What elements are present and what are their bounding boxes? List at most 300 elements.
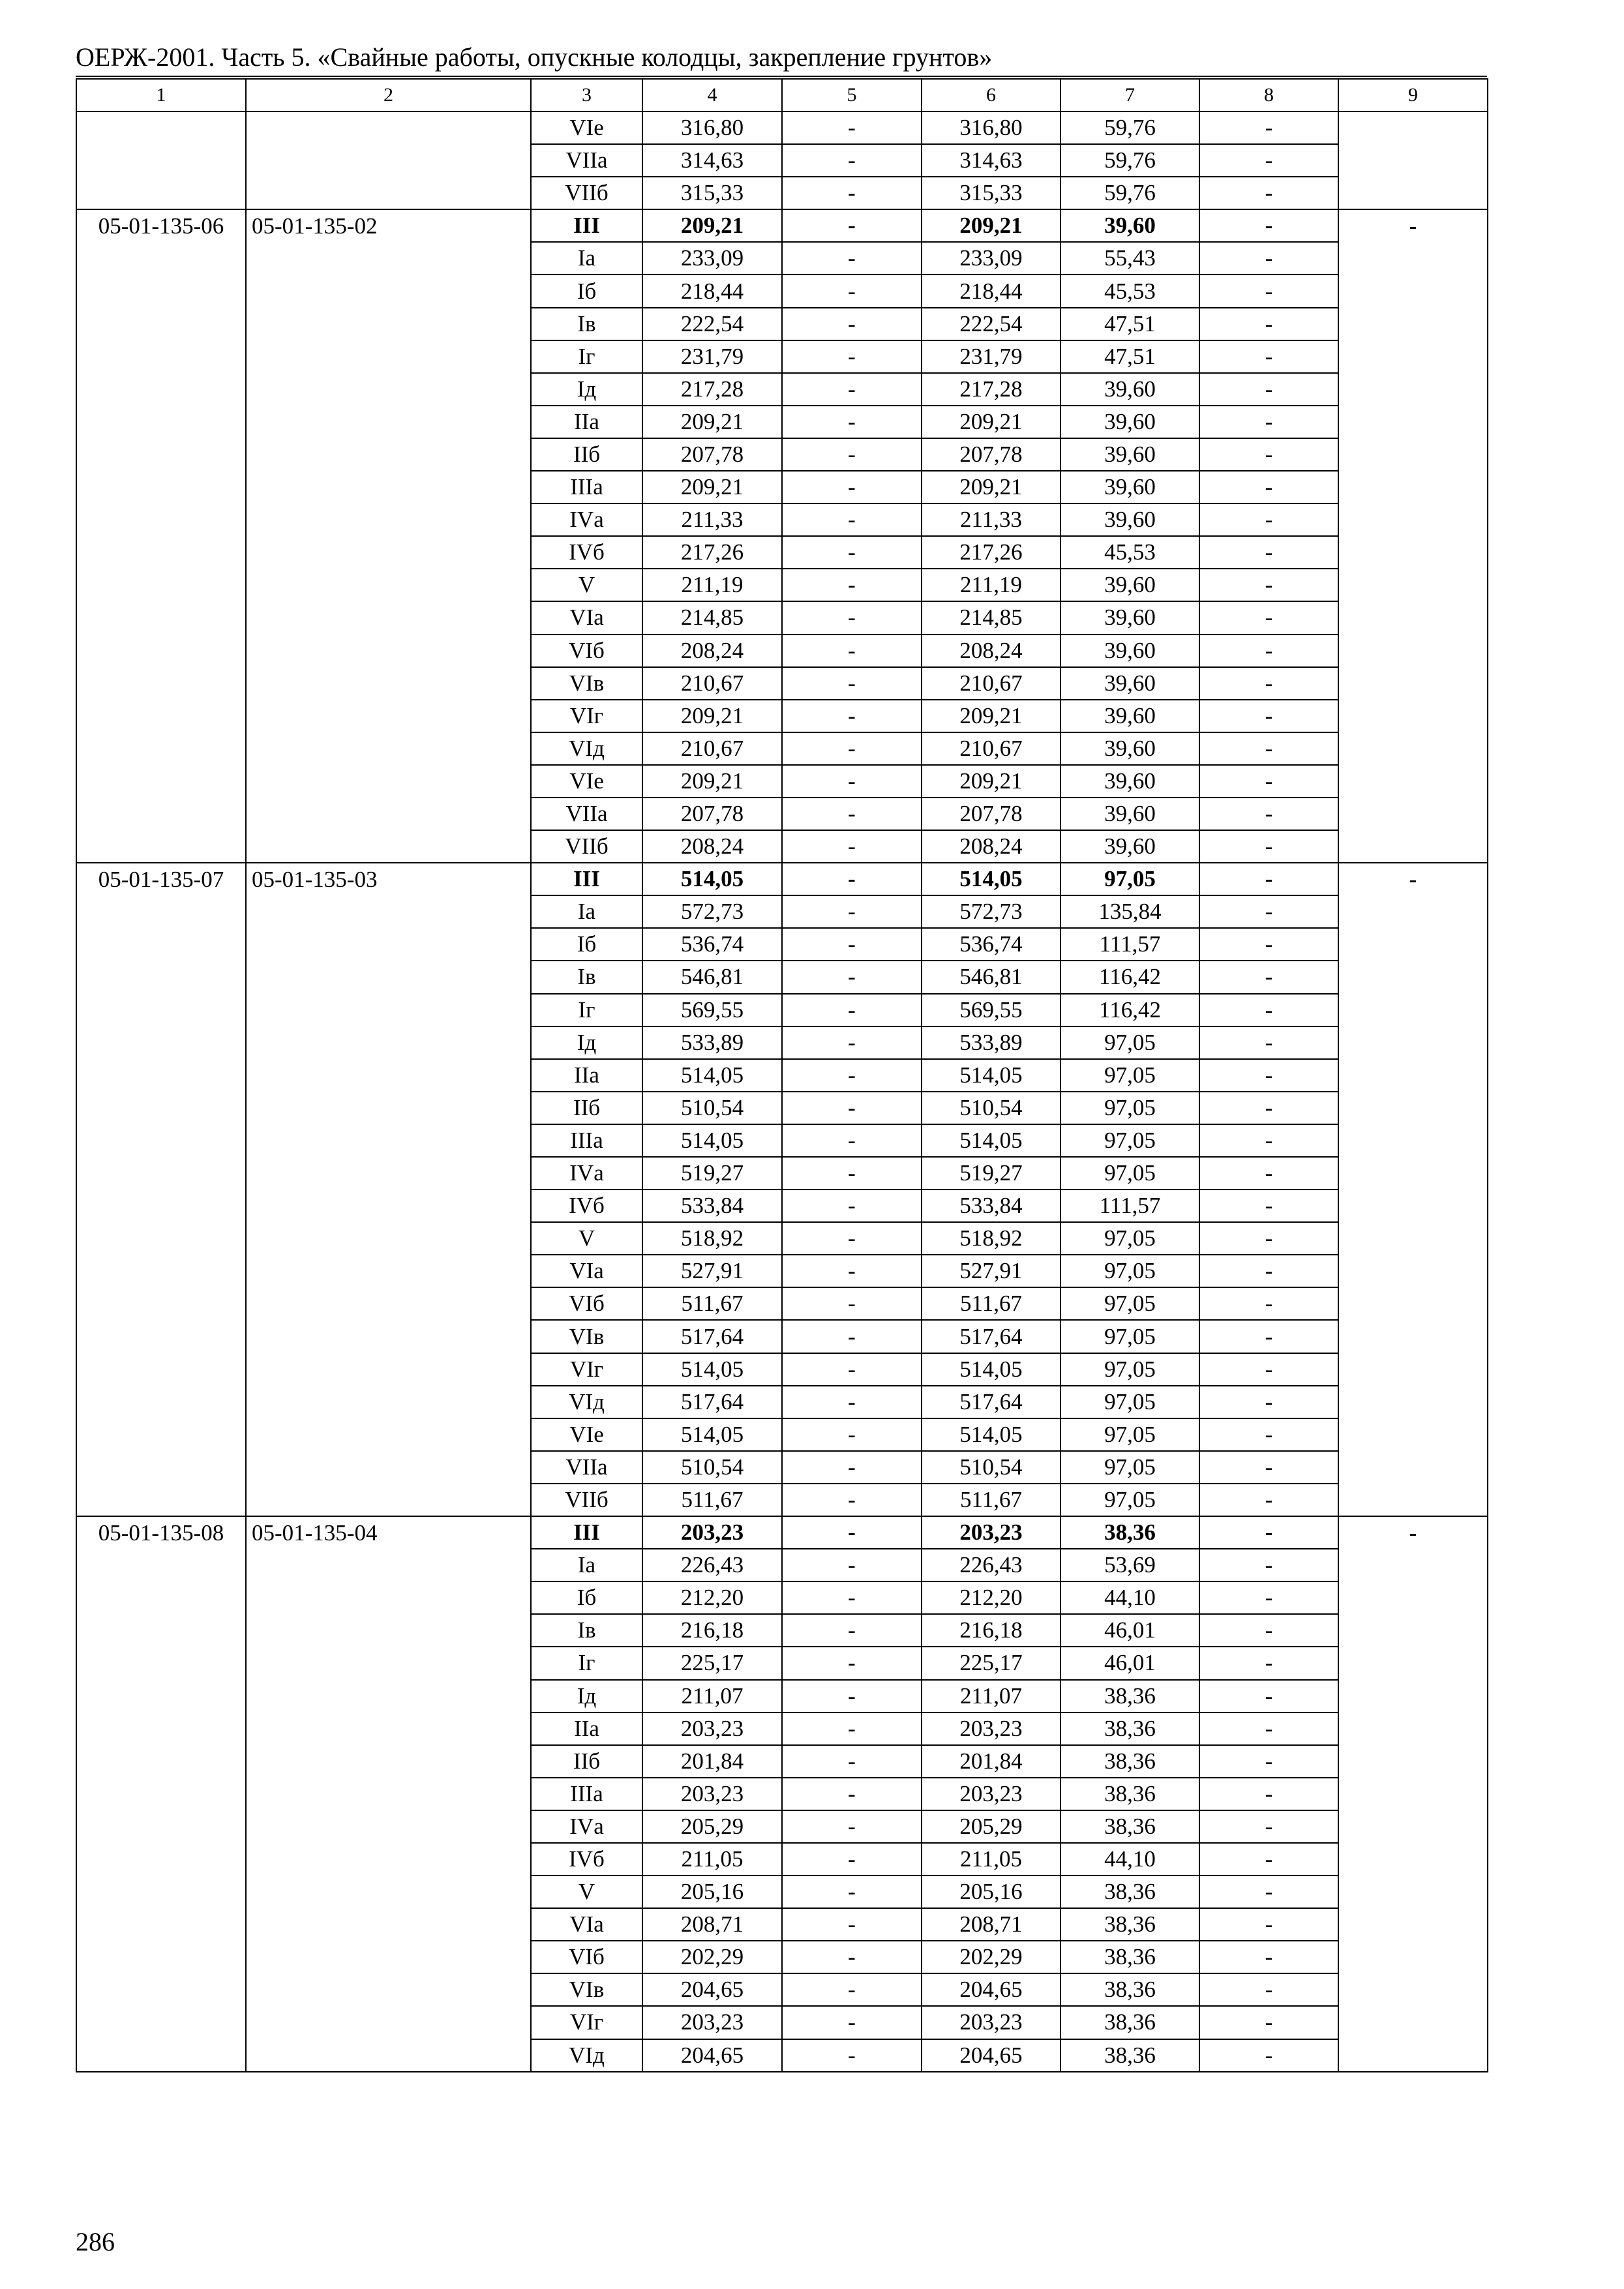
- operator-wages-cell: 97,05: [1060, 1484, 1199, 1516]
- machine-cost-cell: 536,74: [922, 928, 1060, 961]
- cost-total-cell: 536,74: [642, 928, 782, 961]
- zone-code-cell: VIа: [531, 601, 642, 634]
- materials-cost-cell: -: [1199, 209, 1338, 242]
- header-rule: [76, 76, 1487, 77]
- cost-total-cell: 514,05: [642, 1124, 782, 1157]
- operator-wages-cell: 97,05: [1060, 1255, 1199, 1287]
- wages-cell: -: [782, 1973, 922, 2006]
- cost-total-cell: 208,24: [642, 635, 782, 667]
- operator-wages-cell: 38,36: [1060, 2006, 1199, 2039]
- zone-code-cell: IIб: [531, 438, 642, 471]
- materials-cost-cell: -: [1199, 1353, 1338, 1386]
- cost-total-cell: 511,67: [642, 1484, 782, 1516]
- cost-total-cell: 205,16: [642, 1876, 782, 1908]
- zone-code-cell: VIе: [531, 112, 642, 144]
- machine-cost-cell: 231,79: [922, 340, 1060, 373]
- machine-cost-cell: 209,21: [922, 700, 1060, 732]
- zone-code-cell: VIд: [531, 1386, 642, 1418]
- machine-cost-cell: 233,09: [922, 242, 1060, 275]
- cost-total-cell: 218,44: [642, 275, 782, 307]
- column-number-row: [76, 79, 1488, 112]
- materials-cost-cell: -: [1199, 601, 1338, 634]
- machine-cost-cell: 511,67: [922, 1484, 1060, 1516]
- zone-code-cell: III: [531, 209, 642, 242]
- column-number: 2: [246, 79, 531, 112]
- operator-wages-cell: 116,42: [1060, 961, 1199, 993]
- wages-cell: -: [782, 242, 922, 275]
- wages-cell: -: [782, 1418, 922, 1451]
- col9-cell-empty: [1338, 112, 1488, 209]
- materials-cost-cell: -: [1199, 667, 1338, 700]
- column-number: 9: [1338, 79, 1488, 112]
- wages-cell: -: [782, 830, 922, 863]
- cost-total-cell: 517,64: [642, 1386, 782, 1418]
- operator-wages-cell: 47,51: [1060, 340, 1199, 373]
- rate-code: 05-01-135-06: [98, 213, 224, 239]
- wages-cell: -: [782, 275, 922, 307]
- operator-wages-cell: 39,60: [1060, 732, 1199, 765]
- rate-code-cell: [76, 863, 246, 1516]
- zone-code-cell: Iв: [531, 1614, 642, 1647]
- cost-total-cell: 217,28: [642, 373, 782, 406]
- cost-total-cell: 222,54: [642, 308, 782, 340]
- wages-cell: -: [782, 1778, 922, 1810]
- materials-cost-cell: -: [1199, 928, 1338, 961]
- wages-cell: -: [782, 667, 922, 700]
- cost-total-cell: 203,23: [642, 1778, 782, 1810]
- machine-cost-cell: 202,29: [922, 1941, 1060, 1973]
- machine-cost-cell: 211,07: [922, 1680, 1060, 1713]
- materials-cost-cell: -: [1199, 863, 1338, 895]
- materials-cost-cell: -: [1199, 1843, 1338, 1876]
- machine-cost-cell: 514,05: [922, 1418, 1060, 1451]
- col9-cell: [1338, 1516, 1488, 2072]
- machine-cost-cell: 209,21: [922, 471, 1060, 503]
- materials-cost-cell: -: [1199, 340, 1338, 373]
- materials-cost-cell: -: [1199, 177, 1338, 209]
- table-row: [76, 112, 1488, 144]
- cost-total-cell: 210,67: [642, 732, 782, 765]
- column-number: 3: [531, 79, 642, 112]
- wages-cell: -: [782, 1516, 922, 1549]
- wages-cell: -: [782, 1353, 922, 1386]
- materials-cost-cell: -: [1199, 242, 1338, 275]
- col9-value: -: [1409, 213, 1417, 239]
- wages-cell: -: [782, 1745, 922, 1778]
- machine-cost-cell: 225,17: [922, 1647, 1060, 1679]
- materials-cost-cell: -: [1199, 1026, 1338, 1059]
- wages-cell: -: [782, 1255, 922, 1287]
- operator-wages-cell: 97,05: [1060, 1026, 1199, 1059]
- cost-total-cell: 517,64: [642, 1320, 782, 1353]
- table-row: [76, 1516, 1488, 1549]
- zone-code-cell: IVа: [531, 503, 642, 536]
- materials-cost-cell: -: [1199, 2006, 1338, 2039]
- code-cell-empty: [76, 112, 246, 209]
- zone-code-cell: V: [531, 569, 642, 601]
- materials-cost-cell: -: [1199, 1484, 1338, 1516]
- machine-cost-cell: 518,92: [922, 1222, 1060, 1255]
- machine-cost-cell: 207,78: [922, 798, 1060, 830]
- column-number: 4: [642, 79, 782, 112]
- wages-cell: -: [782, 1713, 922, 1745]
- machine-cost-cell: 201,84: [922, 1745, 1060, 1778]
- wages-cell: -: [782, 1189, 922, 1222]
- materials-cost-cell: -: [1199, 1189, 1338, 1222]
- operator-wages-cell: 97,05: [1060, 1451, 1199, 1484]
- zone-code-cell: IVб: [531, 536, 642, 569]
- operator-wages-cell: 97,05: [1060, 1320, 1199, 1353]
- column-number: 6: [922, 79, 1060, 112]
- cost-total-cell: 511,67: [642, 1287, 782, 1320]
- zone-code-cell: VIб: [531, 1941, 642, 1973]
- zone-code-cell: Iа: [531, 895, 642, 928]
- machine-cost-cell: 514,05: [922, 1353, 1060, 1386]
- cost-total-cell: 207,78: [642, 438, 782, 471]
- page-header-title: ОЕРЖ-2001. Часть 5. «Свайные работы, опускные колодцы, закрепление грунтов»: [76, 42, 993, 72]
- wages-cell: -: [782, 112, 922, 144]
- materials-cost-cell: -: [1199, 830, 1338, 863]
- materials-cost-cell: -: [1199, 1451, 1338, 1484]
- machine-cost-cell: 226,43: [922, 1549, 1060, 1581]
- materials-cost-cell: -: [1199, 1941, 1338, 1973]
- machine-cost-cell: 519,27: [922, 1157, 1060, 1189]
- operator-wages-cell: 39,60: [1060, 635, 1199, 667]
- base-rate-code-cell: [246, 863, 531, 1516]
- cost-total-cell: 209,21: [642, 471, 782, 503]
- operator-wages-cell: 38,36: [1060, 1778, 1199, 1810]
- machine-cost-cell: 208,71: [922, 1908, 1060, 1941]
- operator-wages-cell: 38,36: [1060, 1810, 1199, 1843]
- operator-wages-cell: 97,05: [1060, 1353, 1199, 1386]
- machine-cost-cell: 569,55: [922, 994, 1060, 1026]
- cost-total-cell: 510,54: [642, 1092, 782, 1124]
- base-rate-code-cell: [246, 209, 531, 863]
- wages-cell: -: [782, 700, 922, 732]
- machine-cost-cell: 217,28: [922, 373, 1060, 406]
- zone-code-cell: V: [531, 1876, 642, 1908]
- table-row: [76, 863, 1488, 895]
- cost-total-cell: 203,23: [642, 2006, 782, 2039]
- machine-cost-cell: 316,80: [922, 112, 1060, 144]
- materials-cost-cell: -: [1199, 406, 1338, 438]
- operator-wages-cell: 39,60: [1060, 601, 1199, 634]
- zone-code-cell: VIIа: [531, 144, 642, 177]
- zone-code-cell: Iд: [531, 373, 642, 406]
- zone-code-cell: VIг: [531, 700, 642, 732]
- machine-cost-cell: 314,63: [922, 144, 1060, 177]
- materials-cost-cell: -: [1199, 569, 1338, 601]
- wages-cell: -: [782, 1451, 922, 1484]
- materials-cost-cell: -: [1199, 112, 1338, 144]
- operator-wages-cell: 45,53: [1060, 536, 1199, 569]
- wages-cell: -: [782, 1092, 922, 1124]
- machine-cost-cell: 205,16: [922, 1876, 1060, 1908]
- wages-cell: -: [782, 1320, 922, 1353]
- zone-code-cell: VIб: [531, 1287, 642, 1320]
- zone-code-cell: Iд: [531, 1680, 642, 1713]
- operator-wages-cell: 38,36: [1060, 2039, 1199, 2072]
- zone-code-cell: III: [531, 863, 642, 895]
- cost-total-cell: 514,05: [642, 1059, 782, 1092]
- operator-wages-cell: 39,60: [1060, 667, 1199, 700]
- operator-wages-cell: 111,57: [1060, 1189, 1199, 1222]
- wages-cell: -: [782, 406, 922, 438]
- materials-cost-cell: -: [1199, 471, 1338, 503]
- cost-total-cell: 203,23: [642, 1516, 782, 1549]
- operator-wages-cell: 39,60: [1060, 765, 1199, 798]
- rate-code-cell: [76, 209, 246, 863]
- materials-cost-cell: -: [1199, 635, 1338, 667]
- wages-cell: -: [782, 895, 922, 928]
- zone-code-cell: IVа: [531, 1157, 642, 1189]
- wages-cell: -: [782, 765, 922, 798]
- machine-cost-cell: 203,23: [922, 2006, 1060, 2039]
- materials-cost-cell: -: [1199, 1778, 1338, 1810]
- materials-cost-cell: -: [1199, 798, 1338, 830]
- operator-wages-cell: 44,10: [1060, 1843, 1199, 1876]
- materials-cost-cell: -: [1199, 1647, 1338, 1679]
- wages-cell: -: [782, 1222, 922, 1255]
- col9-cell: [1338, 863, 1488, 1516]
- zone-code-cell: VIд: [531, 2039, 642, 2072]
- wages-cell: -: [782, 177, 922, 209]
- operator-wages-cell: 135,84: [1060, 895, 1199, 928]
- cost-total-cell: 211,33: [642, 503, 782, 536]
- cost-total-cell: 233,09: [642, 242, 782, 275]
- wages-cell: -: [782, 1124, 922, 1157]
- wages-cell: -: [782, 961, 922, 993]
- machine-cost-cell: 212,20: [922, 1581, 1060, 1614]
- operator-wages-cell: 59,76: [1060, 177, 1199, 209]
- zone-code-cell: IIа: [531, 1713, 642, 1745]
- wages-cell: -: [782, 1843, 922, 1876]
- zone-code-cell: VIв: [531, 1320, 642, 1353]
- zone-code-cell: VIIб: [531, 830, 642, 863]
- zone-code-cell: Iг: [531, 340, 642, 373]
- machine-cost-cell: 514,05: [922, 1124, 1060, 1157]
- table-body: [76, 79, 1488, 2072]
- machine-cost-cell: 517,64: [922, 1320, 1060, 1353]
- cost-total-cell: 201,84: [642, 1745, 782, 1778]
- operator-wages-cell: 97,05: [1060, 1092, 1199, 1124]
- machine-cost-cell: 315,33: [922, 177, 1060, 209]
- wages-cell: -: [782, 503, 922, 536]
- machine-cost-cell: 209,21: [922, 765, 1060, 798]
- operator-wages-cell: 46,01: [1060, 1614, 1199, 1647]
- zone-code-cell: VIб: [531, 635, 642, 667]
- materials-cost-cell: -: [1199, 732, 1338, 765]
- materials-cost-cell: -: [1199, 1973, 1338, 2006]
- cost-total-cell: 203,23: [642, 1713, 782, 1745]
- cost-total-cell: 208,24: [642, 830, 782, 863]
- machine-cost-cell: 203,23: [922, 1713, 1060, 1745]
- zone-code-cell: VIг: [531, 2006, 642, 2039]
- operator-wages-cell: 59,76: [1060, 112, 1199, 144]
- wages-cell: -: [782, 1157, 922, 1189]
- cost-total-cell: 533,89: [642, 1026, 782, 1059]
- cost-total-cell: 519,27: [642, 1157, 782, 1189]
- operator-wages-cell: 45,53: [1060, 275, 1199, 307]
- operator-wages-cell: 97,05: [1060, 1418, 1199, 1451]
- zone-code-cell: VIIб: [531, 177, 642, 209]
- col9-value: -: [1409, 867, 1417, 893]
- rate-code-cell: [76, 1516, 246, 2072]
- materials-cost-cell: -: [1199, 1222, 1338, 1255]
- operator-wages-cell: 44,10: [1060, 1581, 1199, 1614]
- machine-cost-cell: 510,54: [922, 1451, 1060, 1484]
- materials-cost-cell: -: [1199, 275, 1338, 307]
- wages-cell: -: [782, 1647, 922, 1679]
- materials-cost-cell: -: [1199, 1810, 1338, 1843]
- machine-cost-cell: 511,67: [922, 1287, 1060, 1320]
- cost-total-cell: 207,78: [642, 798, 782, 830]
- machine-cost-cell: 211,05: [922, 1843, 1060, 1876]
- machine-cost-cell: 203,23: [922, 1778, 1060, 1810]
- zone-code-cell: IVб: [531, 1189, 642, 1222]
- zone-code-cell: Iб: [531, 275, 642, 307]
- materials-cost-cell: -: [1199, 1386, 1338, 1418]
- cost-total-cell: 211,07: [642, 1680, 782, 1713]
- operator-wages-cell: 39,60: [1060, 406, 1199, 438]
- wages-cell: -: [782, 1581, 922, 1614]
- zone-code-cell: VIе: [531, 765, 642, 798]
- operator-wages-cell: 116,42: [1060, 994, 1199, 1026]
- rates-table: [76, 78, 1488, 2072]
- materials-cost-cell: -: [1199, 1255, 1338, 1287]
- zone-code-cell: IIIа: [531, 1124, 642, 1157]
- materials-cost-cell: -: [1199, 1418, 1338, 1451]
- wages-cell: -: [782, 209, 922, 242]
- zone-code-cell: III: [531, 1516, 642, 1549]
- operator-wages-cell: 47,51: [1060, 308, 1199, 340]
- operator-wages-cell: 97,05: [1060, 1124, 1199, 1157]
- wages-cell: -: [782, 1484, 922, 1516]
- col9-value: -: [1409, 1520, 1417, 1546]
- wages-cell: -: [782, 1059, 922, 1092]
- zone-code-cell: Iв: [531, 308, 642, 340]
- rate-code: 05-01-135-07: [98, 867, 224, 893]
- materials-cost-cell: -: [1199, 1876, 1338, 1908]
- wages-cell: -: [782, 1680, 922, 1713]
- column-number: 1: [76, 79, 246, 112]
- operator-wages-cell: 97,05: [1060, 863, 1199, 895]
- operator-wages-cell: 38,36: [1060, 1908, 1199, 1941]
- machine-cost-cell: 217,26: [922, 536, 1060, 569]
- zone-code-cell: IIIа: [531, 1778, 642, 1810]
- table-row: [76, 209, 1488, 242]
- operator-wages-cell: 38,36: [1060, 1713, 1199, 1745]
- page-number: 286: [76, 2227, 115, 2256]
- wages-cell: -: [782, 536, 922, 569]
- machine-cost-cell: 209,21: [922, 209, 1060, 242]
- wages-cell: -: [782, 1287, 922, 1320]
- cost-total-cell: 572,73: [642, 895, 782, 928]
- materials-cost-cell: -: [1199, 765, 1338, 798]
- materials-cost-cell: -: [1199, 308, 1338, 340]
- zone-code-cell: IIа: [531, 406, 642, 438]
- base-rate-code-cell: [246, 1516, 531, 2072]
- wages-cell: -: [782, 1941, 922, 1973]
- operator-wages-cell: 39,60: [1060, 700, 1199, 732]
- machine-cost-cell: 216,18: [922, 1614, 1060, 1647]
- operator-wages-cell: 97,05: [1060, 1386, 1199, 1418]
- wages-cell: -: [782, 1549, 922, 1581]
- operator-wages-cell: 38,36: [1060, 1876, 1199, 1908]
- machine-cost-cell: 533,89: [922, 1026, 1060, 1059]
- materials-cost-cell: -: [1199, 1614, 1338, 1647]
- materials-cost-cell: -: [1199, 1745, 1338, 1778]
- wages-cell: -: [782, 1386, 922, 1418]
- cost-total-cell: 210,67: [642, 667, 782, 700]
- machine-cost-cell: 222,54: [922, 308, 1060, 340]
- wages-cell: -: [782, 308, 922, 340]
- zone-code-cell: IIб: [531, 1092, 642, 1124]
- materials-cost-cell: -: [1199, 1680, 1338, 1713]
- cost-total-cell: 209,21: [642, 765, 782, 798]
- cost-total-cell: 217,26: [642, 536, 782, 569]
- cost-total-cell: 518,92: [642, 1222, 782, 1255]
- machine-cost-cell: 517,64: [922, 1386, 1060, 1418]
- operator-wages-cell: 38,36: [1060, 1745, 1199, 1778]
- zone-code-cell: VIв: [531, 667, 642, 700]
- materials-cost-cell: -: [1199, 438, 1338, 471]
- cost-total-cell: 226,43: [642, 1549, 782, 1581]
- cost-total-cell: 514,05: [642, 1418, 782, 1451]
- zone-code-cell: IIб: [531, 1745, 642, 1778]
- wages-cell: -: [782, 732, 922, 765]
- zone-code-cell: Iг: [531, 1647, 642, 1679]
- machine-cost-cell: 546,81: [922, 961, 1060, 993]
- zone-code-cell: VIа: [531, 1908, 642, 1941]
- zone-code-cell: Iг: [531, 994, 642, 1026]
- operator-wages-cell: 39,60: [1060, 503, 1199, 536]
- materials-cost-cell: -: [1199, 1908, 1338, 1941]
- zone-code-cell: IVа: [531, 1810, 642, 1843]
- cost-total-cell: 514,05: [642, 1353, 782, 1386]
- zone-code-cell: Iб: [531, 1581, 642, 1614]
- machine-cost-cell: 205,29: [922, 1810, 1060, 1843]
- materials-cost-cell: -: [1199, 536, 1338, 569]
- cost-total-cell: 214,85: [642, 601, 782, 634]
- zone-code-cell: Iв: [531, 961, 642, 993]
- machine-cost-cell: 208,24: [922, 635, 1060, 667]
- machine-cost-cell: 208,24: [922, 830, 1060, 863]
- operator-wages-cell: 39,60: [1060, 569, 1199, 601]
- col9-cell: [1338, 209, 1488, 863]
- operator-wages-cell: 97,05: [1060, 1287, 1199, 1320]
- materials-cost-cell: -: [1199, 1059, 1338, 1092]
- wages-cell: -: [782, 928, 922, 961]
- operator-wages-cell: 59,76: [1060, 144, 1199, 177]
- cost-total-cell: 527,91: [642, 1255, 782, 1287]
- operator-wages-cell: 46,01: [1060, 1647, 1199, 1679]
- machine-cost-cell: 207,78: [922, 438, 1060, 471]
- operator-wages-cell: 97,05: [1060, 1157, 1199, 1189]
- column-number: 5: [782, 79, 922, 112]
- cost-total-cell: 514,05: [642, 863, 782, 895]
- cost-total-cell: 209,21: [642, 209, 782, 242]
- cost-total-cell: 211,05: [642, 1843, 782, 1876]
- wages-cell: -: [782, 2039, 922, 2072]
- operator-wages-cell: 38,36: [1060, 1973, 1199, 2006]
- materials-cost-cell: -: [1199, 1581, 1338, 1614]
- wages-cell: -: [782, 798, 922, 830]
- wages-cell: -: [782, 1810, 922, 1843]
- materials-cost-cell: -: [1199, 961, 1338, 993]
- machine-cost-cell: 204,65: [922, 2039, 1060, 2072]
- machine-cost-cell: 204,65: [922, 1973, 1060, 2006]
